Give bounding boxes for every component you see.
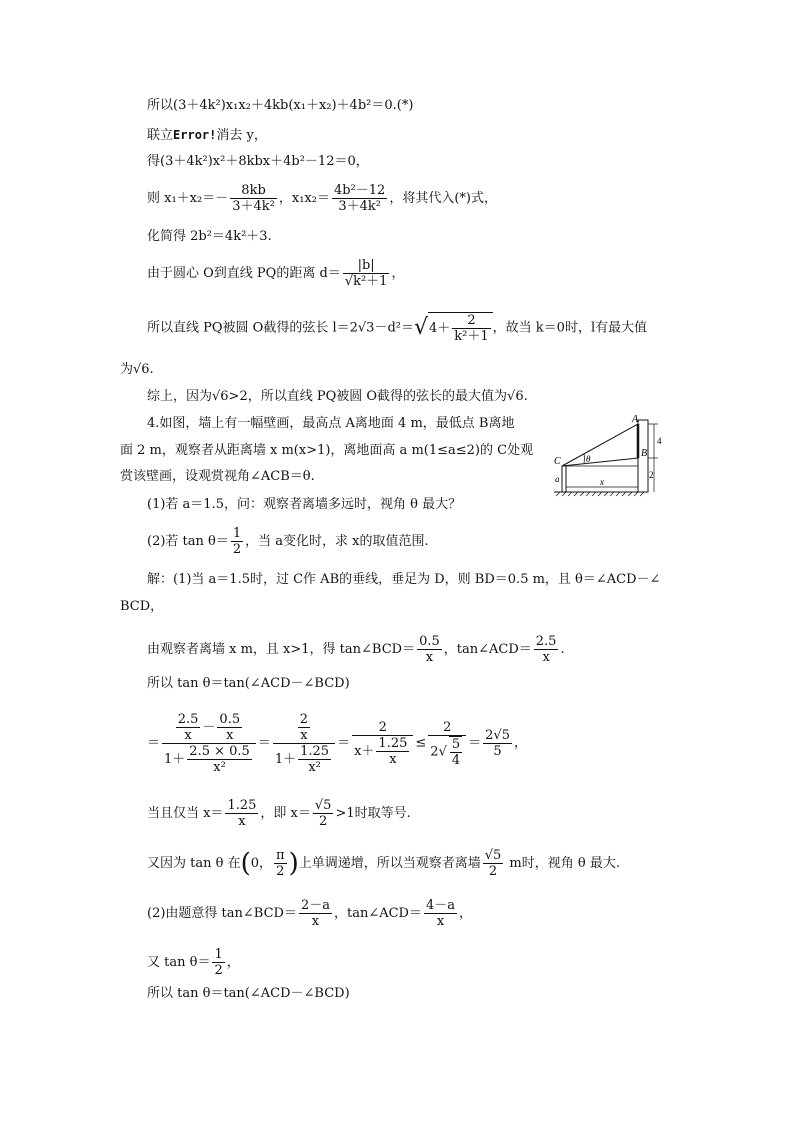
numerator: 1: [232, 526, 242, 541]
fraction: [483, 848, 504, 879]
question-2: [147, 526, 429, 557]
denominator: [428, 736, 466, 768]
fraction-complex-3: [352, 720, 413, 767]
denominator: x: [226, 728, 234, 743]
text: ，: [459, 906, 473, 921]
fraction: [452, 313, 490, 344]
eq-line-8: 为√6.: [120, 362, 154, 377]
solution-line-1: 解：(1)当 a＝1.5时，过 C作 AB的垂线，垂足为 D，则 BD＝0.5 m，且 θ＝∠ACD－∠: [147, 572, 661, 587]
denominator: 2: [319, 814, 328, 829]
label-theta: θ: [586, 454, 591, 464]
fraction-complex-4: [428, 720, 466, 768]
denominator: [162, 744, 256, 775]
numerator: 4－a: [425, 898, 456, 913]
text: 又 tan θ＝: [147, 955, 211, 970]
text: 由观察者离墙 x m，且 x>1，得 tan∠BCD＝: [147, 642, 416, 657]
denominator: 5: [493, 744, 502, 759]
text: 由于圆心 O到直线 PQ的距离 d＝: [147, 266, 341, 281]
solution-expression: [147, 712, 527, 775]
fraction-complex-2: [273, 712, 335, 775]
text: ，tan∠ACD＝: [443, 642, 532, 657]
fraction: [417, 634, 442, 665]
text: 1＋: [164, 752, 186, 767]
sqrt-body: [428, 312, 493, 344]
text: 上单调递增，所以当观察者离墙: [298, 856, 481, 871]
text: 所以直线 PQ被圆 O截得的弦长 l＝2√3－d²＝: [147, 320, 414, 336]
label-C: C: [554, 456, 561, 467]
text: ，故当 k＝0时，l有最大值: [492, 320, 648, 336]
sqrt-sign: √: [413, 315, 429, 340]
solution-line-8: [147, 898, 472, 929]
label-B: B: [641, 448, 648, 459]
error-text: Error!: [173, 128, 217, 142]
numerator: 2－a: [300, 898, 330, 913]
label-a: a: [555, 474, 560, 484]
text: x＋: [354, 744, 375, 759]
text: 又因为 tan θ 在: [147, 856, 241, 871]
wall-mural-figure: [550, 414, 680, 504]
numerator: 1.25: [300, 744, 330, 759]
fraction: [299, 898, 332, 929]
denominator: 2: [232, 542, 242, 557]
numerator: π: [276, 848, 285, 863]
eq-line-3: 得(3＋4k²)x²＋8kbx＋4b²－12＝0，: [147, 154, 369, 169]
problem-4-line-2: 面 2 m，观察者从距离墙 x m(x>1)，离地面高 a m(1≤a≤2)的 C处观: [120, 443, 534, 458]
minus: －: [202, 720, 216, 735]
denominator: [273, 744, 335, 775]
label-x: x: [600, 477, 604, 487]
question-1: (1)若 a＝1.5，问：观察者离墙多远时，视角 θ 最大？: [147, 497, 462, 512]
fraction: [225, 798, 258, 829]
fraction: [298, 744, 331, 775]
text: 2: [430, 744, 439, 759]
equals: ＝: [468, 735, 482, 751]
text: 0，: [250, 856, 273, 871]
numerator: 2: [299, 712, 309, 727]
eq-line-9: 综上，因为√6>2，所以直线 PQ被圆 O截得的弦长的最大值为√6.: [147, 389, 528, 404]
text: 1＋: [274, 752, 297, 767]
denominator: x: [300, 728, 308, 743]
denominator: x²: [308, 760, 321, 775]
fraction: [343, 258, 390, 289]
denominator: 2: [214, 963, 223, 978]
equals: ＝: [337, 735, 351, 751]
text: ，即 x＝: [260, 806, 311, 821]
label-height-4: 4: [657, 436, 662, 446]
sqrt-sign: √: [438, 744, 447, 759]
text: ，tan∠ACD＝: [333, 906, 422, 921]
fraction: [534, 634, 559, 665]
denominator: 3＋4k²: [232, 199, 275, 214]
fraction: [313, 798, 334, 829]
eq-line-5: 化简得 2b²＝4k²＋3.: [147, 229, 272, 244]
text: ，x₁x₂＝: [278, 191, 330, 206]
fraction-complex-1: [162, 712, 256, 775]
fraction: [176, 712, 201, 743]
numerator: 1.25: [227, 798, 257, 813]
denominator: x: [542, 650, 550, 665]
text: 消去 y，: [216, 128, 267, 143]
fraction: [376, 736, 409, 767]
numerator: √5: [314, 798, 332, 813]
denominator: x: [436, 914, 445, 929]
eq-line-1: 所以(3＋4k²)x₁x₂＋4kb(x₁＋x₂)＋4b²＝0.(*): [147, 98, 414, 113]
solution-line-7: [147, 848, 620, 879]
text: ，: [391, 266, 405, 281]
text: ，当 a变化时，求 x的取值范围.: [245, 534, 429, 549]
text: .: [560, 642, 565, 657]
less-equal: ≤: [415, 735, 427, 751]
numerator: 5: [451, 736, 461, 752]
denominator: x: [184, 728, 192, 743]
numerator: [273, 712, 335, 744]
equals: ＝: [257, 735, 271, 751]
fraction: [274, 848, 287, 879]
text: ，将其代入(*)式，: [389, 191, 497, 206]
text: 当且仅当 x＝: [147, 806, 224, 821]
numerator: 0.5: [219, 712, 241, 727]
denominator: x: [238, 814, 246, 829]
solution-line-4: 所以 tan θ＝tan(∠ACD－∠BCD): [147, 676, 350, 691]
text: m时，视角 θ 最大.: [505, 856, 620, 871]
eq-line-7: [147, 312, 647, 344]
solution-line-6: [147, 798, 411, 829]
numerator: 8kb: [230, 183, 277, 199]
numerator: 2: [352, 720, 413, 736]
paren: ): [288, 848, 299, 879]
text: 4＋: [429, 321, 451, 336]
text: ，: [513, 735, 527, 751]
solution-line-9: [147, 947, 240, 978]
numerator: 2: [428, 720, 466, 736]
solution-line-2: BCD，: [120, 599, 164, 614]
denominator: x²: [213, 760, 226, 775]
numerator: 1: [214, 947, 223, 962]
numerator: 2.5: [535, 634, 557, 649]
text: (2)若 tan θ＝: [147, 534, 229, 549]
label-height-2: 2: [649, 470, 654, 480]
eq-line-2: [147, 126, 267, 145]
problem-4-line-1: 4.如图，墙上有一幅壁画，最高点 A离地面 4 m，最低点 B离地: [147, 416, 515, 431]
text: 则 x₁＋x₂＝－: [147, 191, 229, 206]
label-A: A: [632, 414, 639, 425]
solution-line-10: 所以 tan θ＝tan(∠ACD－∠BCD): [147, 986, 350, 1001]
eq-line-6: [147, 258, 404, 289]
denominator: [352, 736, 413, 767]
eq-line-4: [147, 183, 497, 214]
denominator: x: [425, 650, 434, 665]
numerator: 4b²－12: [333, 183, 386, 198]
fraction: [332, 183, 387, 214]
fraction: [230, 183, 277, 214]
denominator: 3＋4k²: [338, 199, 381, 214]
fraction: [212, 947, 224, 978]
numerator: |b|: [343, 258, 390, 274]
denominator: x: [311, 914, 320, 929]
text: >1时取等号.: [335, 806, 411, 821]
numerator: 2.5 × 0.5: [189, 744, 250, 759]
denominator: k²＋1: [454, 329, 489, 344]
fraction: [231, 526, 243, 557]
text: (2)由题意得 tan∠BCD＝: [147, 906, 297, 921]
denominator: 2: [488, 864, 498, 879]
fraction: [449, 736, 462, 768]
numerator: 0.5: [419, 634, 440, 649]
denominator: √k²＋1: [344, 274, 388, 289]
fraction: [424, 898, 457, 929]
problem-4-line-3: 赏该壁画，设观赏视角∠ACB＝θ.: [120, 469, 315, 484]
paren: (: [240, 848, 251, 879]
text: 联立: [147, 128, 174, 143]
numerator: 2.5: [177, 712, 199, 727]
solution-line-3: [147, 634, 565, 665]
denominator: x: [389, 752, 397, 767]
fraction: [187, 744, 252, 775]
numerator: 1.25: [378, 736, 408, 751]
numerator: √5: [484, 848, 502, 863]
fraction: [483, 728, 512, 759]
denominator: 2: [276, 864, 285, 879]
numerator: 2: [452, 313, 490, 329]
fraction: [298, 712, 310, 743]
denominator: 4: [451, 752, 461, 768]
equals: ＝: [147, 735, 161, 751]
text: ，: [226, 955, 240, 970]
fraction: [217, 712, 242, 743]
numerator: 2√5: [485, 728, 510, 743]
numerator: [162, 712, 256, 744]
